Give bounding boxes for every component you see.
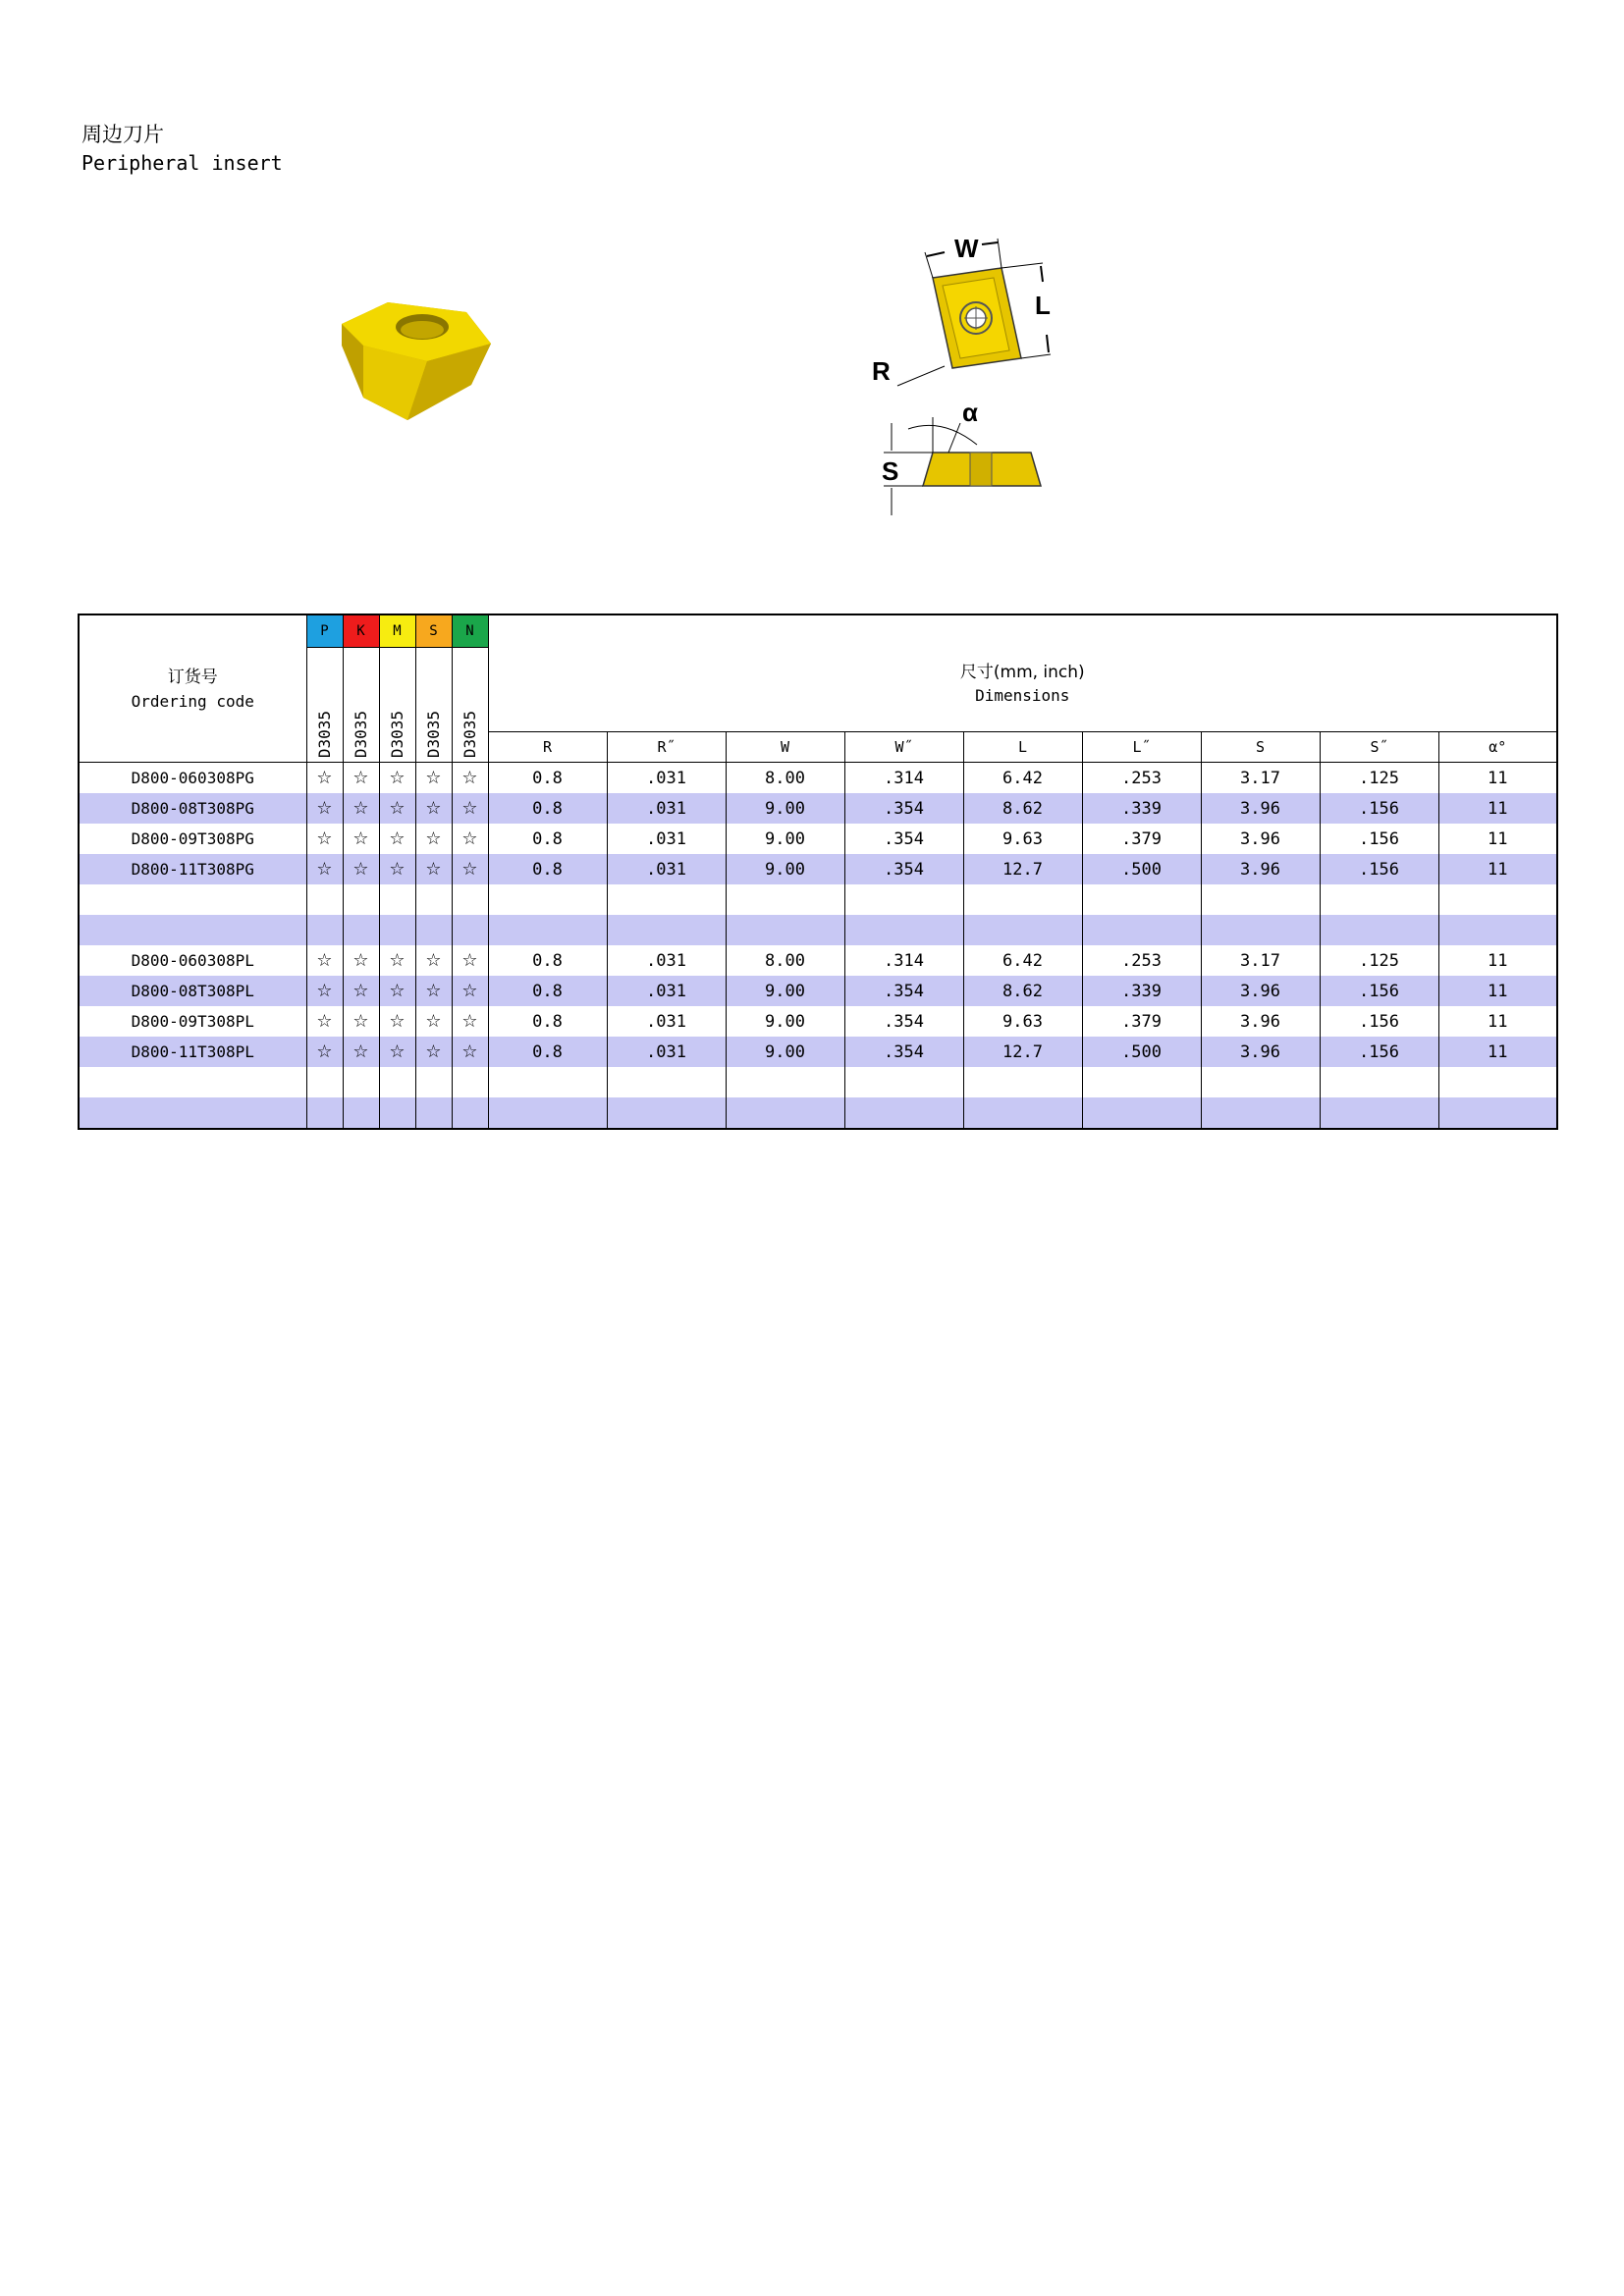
- dimension-cell: [1320, 1067, 1438, 1097]
- dimension-cell: .156: [1320, 824, 1438, 854]
- ordering-code-cell: D800-09T308PL: [79, 1006, 306, 1037]
- column-header-alpha: α°: [1438, 732, 1557, 763]
- dimensions-header: [488, 614, 1557, 732]
- availability-star-icon: ☆: [343, 793, 379, 824]
- dimension-cell: .031: [607, 945, 726, 976]
- dimension-cell: 0.8: [488, 824, 607, 854]
- dimension-cell: [963, 884, 1082, 915]
- availability-star-icon: [452, 1067, 488, 1097]
- iso-group-s: S: [415, 614, 452, 648]
- availability-star-icon: [379, 1097, 415, 1129]
- availability-star-icon: ☆: [415, 945, 452, 976]
- dimension-cell: [488, 915, 607, 945]
- dimension-cell: [963, 915, 1082, 945]
- dimension-cell: 11: [1438, 824, 1557, 854]
- column-header-l: L: [963, 732, 1082, 763]
- dimension-cell: 8.00: [726, 945, 844, 976]
- dimension-cell: 6.42: [963, 763, 1082, 794]
- availability-star-icon: ☆: [379, 824, 415, 854]
- dimension-cell: 6.42: [963, 945, 1082, 976]
- dimension-cell: [607, 915, 726, 945]
- dimension-cell: 3.17: [1201, 763, 1320, 794]
- dimension-cell: .253: [1082, 945, 1201, 976]
- availability-star-icon: ☆: [306, 824, 343, 854]
- ordering-code-cell: D800-08T308PL: [79, 976, 306, 1006]
- availability-star-icon: ☆: [452, 1037, 488, 1067]
- column-header-w: W: [726, 732, 844, 763]
- availability-star-icon: ☆: [306, 854, 343, 884]
- availability-star-icon: ☆: [306, 793, 343, 824]
- dimension-cell: .125: [1320, 763, 1438, 794]
- dimension-cell: .500: [1082, 1037, 1201, 1067]
- ordering-code-cell: [79, 915, 306, 945]
- dimension-cell: .031: [607, 1006, 726, 1037]
- dimension-cell: 9.63: [963, 824, 1082, 854]
- table-row: [79, 1037, 1557, 1067]
- dimension-cell: 11: [1438, 763, 1557, 794]
- s-label: S: [882, 456, 899, 486]
- dimension-cell: [963, 1067, 1082, 1097]
- ordering-code-cell: D800-09T308PG: [79, 824, 306, 854]
- insert-specification-table: [78, 614, 1558, 1130]
- availability-star-icon: ☆: [415, 763, 452, 794]
- dimension-cell: [1082, 1097, 1201, 1129]
- ordering-code-header: [79, 614, 306, 763]
- availability-star-icon: ☆: [379, 1037, 415, 1067]
- dimension-cell: [1082, 915, 1201, 945]
- availability-star-icon: [343, 1067, 379, 1097]
- availability-star-icon: [379, 884, 415, 915]
- availability-star-icon: ☆: [343, 824, 379, 854]
- dimension-cell: [488, 1097, 607, 1129]
- dimension-cell: .031: [607, 763, 726, 794]
- dimension-cell: [1438, 884, 1557, 915]
- table-body: [79, 763, 1557, 1130]
- column-header-r: R: [488, 732, 607, 763]
- dimension-cell: .354: [844, 793, 963, 824]
- availability-star-icon: [415, 1097, 452, 1129]
- availability-star-icon: [452, 915, 488, 945]
- dimension-cell: [1082, 884, 1201, 915]
- dimension-cell: .354: [844, 1006, 963, 1037]
- availability-star-icon: [306, 915, 343, 945]
- availability-star-icon: [306, 1067, 343, 1097]
- dimension-cell: [1201, 1097, 1320, 1129]
- availability-star-icon: [306, 884, 343, 915]
- availability-star-icon: ☆: [415, 824, 452, 854]
- ordering-code-cell: D800-060308PL: [79, 945, 306, 976]
- grade-label: D3035: [343, 648, 379, 763]
- column-header-s: S: [1201, 732, 1320, 763]
- table-row: [79, 976, 1557, 1006]
- dimension-cell: 9.63: [963, 1006, 1082, 1037]
- dimension-cell: [607, 1097, 726, 1129]
- ordering-code-cell: D800-11T308PG: [79, 854, 306, 884]
- dimension-cell: [844, 915, 963, 945]
- table-row: [79, 824, 1557, 854]
- dimension-cell: [488, 1067, 607, 1097]
- dimension-cell: 0.8: [488, 1006, 607, 1037]
- availability-star-icon: ☆: [415, 976, 452, 1006]
- dimension-cell: 0.8: [488, 1037, 607, 1067]
- dimension-cell: 0.8: [488, 763, 607, 794]
- dimension-cell: .031: [607, 793, 726, 824]
- availability-star-icon: ☆: [306, 1006, 343, 1037]
- dimension-cell: .339: [1082, 976, 1201, 1006]
- dimension-cell: [1201, 915, 1320, 945]
- dimension-cell: .379: [1082, 1006, 1201, 1037]
- dimension-cell: 0.8: [488, 945, 607, 976]
- ordering-code-cell: D800-08T308PG: [79, 793, 306, 824]
- ordering-code-cell: [79, 1097, 306, 1129]
- title-chinese: 周边刀片: [81, 123, 164, 146]
- availability-star-icon: ☆: [415, 793, 452, 824]
- iso-group-n: N: [452, 614, 488, 648]
- dimension-cell: .125: [1320, 945, 1438, 976]
- dimension-cell: .156: [1320, 1006, 1438, 1037]
- dimension-cell: 3.96: [1201, 1006, 1320, 1037]
- grade-label: D3035: [415, 648, 452, 763]
- ordering-code-cell: D800-060308PG: [79, 763, 306, 794]
- dimension-cell: [1320, 1097, 1438, 1129]
- dimension-cell: .031: [607, 854, 726, 884]
- dimension-cell: [1320, 915, 1438, 945]
- dimension-cell: 11: [1438, 793, 1557, 824]
- availability-star-icon: ☆: [343, 1037, 379, 1067]
- table-row: [79, 884, 1557, 915]
- dimension-cell: 3.96: [1201, 854, 1320, 884]
- dimension-cell: .314: [844, 763, 963, 794]
- availability-star-icon: ☆: [343, 854, 379, 884]
- dimension-cell: 3.96: [1201, 976, 1320, 1006]
- table-row: [79, 763, 1557, 794]
- ordering-code-header-zh: 订货号: [167, 667, 218, 687]
- availability-star-icon: ☆: [379, 945, 415, 976]
- table-row: [79, 1067, 1557, 1097]
- availability-star-icon: ☆: [379, 854, 415, 884]
- dimension-cell: 9.00: [726, 793, 844, 824]
- dimension-cell: 0.8: [488, 976, 607, 1006]
- availability-star-icon: ☆: [343, 976, 379, 1006]
- dimension-diagram: [864, 221, 1080, 545]
- availability-star-icon: ☆: [343, 1006, 379, 1037]
- column-header-l-inch: L˝: [1082, 732, 1201, 763]
- dimension-cell: 8.62: [963, 976, 1082, 1006]
- availability-star-icon: ☆: [379, 976, 415, 1006]
- dimension-cell: 12.7: [963, 1037, 1082, 1067]
- table-row: [79, 1006, 1557, 1037]
- availability-star-icon: ☆: [306, 763, 343, 794]
- availability-star-icon: [379, 1067, 415, 1097]
- dimension-cell: .354: [844, 854, 963, 884]
- dimension-cell: 11: [1438, 1037, 1557, 1067]
- dimension-cell: [607, 1067, 726, 1097]
- availability-star-icon: ☆: [306, 1037, 343, 1067]
- dimension-cell: .339: [1082, 793, 1201, 824]
- column-header-r-inch: R˝: [607, 732, 726, 763]
- side-view: [882, 398, 1041, 515]
- availability-star-icon: ☆: [343, 945, 379, 976]
- availability-star-icon: ☆: [306, 976, 343, 1006]
- dimension-cell: [963, 1097, 1082, 1129]
- ordering-code-header-en: Ordering code: [131, 691, 254, 711]
- iso-group-k: K: [343, 614, 379, 648]
- availability-star-icon: [452, 884, 488, 915]
- dimension-cell: 9.00: [726, 976, 844, 1006]
- dimension-cell: [844, 884, 963, 915]
- availability-star-icon: ☆: [306, 945, 343, 976]
- dimension-cell: 11: [1438, 854, 1557, 884]
- availability-star-icon: ☆: [379, 1006, 415, 1037]
- dimension-cell: 9.00: [726, 824, 844, 854]
- dimension-cell: .354: [844, 1037, 963, 1067]
- dimension-cell: [844, 1067, 963, 1097]
- ordering-code-cell: [79, 884, 306, 915]
- dimension-cell: [844, 1097, 963, 1129]
- dimension-cell: .156: [1320, 1037, 1438, 1067]
- dimension-cell: 11: [1438, 976, 1557, 1006]
- availability-star-icon: ☆: [379, 793, 415, 824]
- dimension-cell: [726, 1067, 844, 1097]
- availability-star-icon: [452, 1097, 488, 1129]
- dimension-cell: [1438, 1067, 1557, 1097]
- dimension-cell: .156: [1320, 976, 1438, 1006]
- dimension-cell: [1082, 1067, 1201, 1097]
- table-row: [79, 915, 1557, 945]
- dimension-cell: .031: [607, 976, 726, 1006]
- availability-star-icon: [306, 1097, 343, 1129]
- availability-star-icon: [415, 884, 452, 915]
- grade-label: D3035: [379, 648, 415, 763]
- dimension-cell: .354: [844, 824, 963, 854]
- dimension-cell: .379: [1082, 824, 1201, 854]
- availability-star-icon: [415, 915, 452, 945]
- column-header-w-inch: W˝: [844, 732, 963, 763]
- availability-star-icon: ☆: [452, 824, 488, 854]
- page-heading: [81, 120, 283, 177]
- availability-star-icon: ☆: [415, 1006, 452, 1037]
- dimension-cell: .354: [844, 976, 963, 1006]
- column-header-s-inch: S˝: [1320, 732, 1438, 763]
- ordering-code-cell: [79, 1067, 306, 1097]
- dimension-cell: .156: [1320, 854, 1438, 884]
- dimension-cell: 9.00: [726, 1006, 844, 1037]
- dimension-cell: [726, 1097, 844, 1129]
- dimension-cell: 3.96: [1201, 824, 1320, 854]
- dimension-cell: .031: [607, 1037, 726, 1067]
- dimension-cell: [1438, 1097, 1557, 1129]
- alpha-label: α: [962, 398, 978, 427]
- dimension-cell: .253: [1082, 763, 1201, 794]
- l-label: L: [1035, 291, 1051, 320]
- r-label: R: [872, 356, 891, 386]
- dimension-cell: 8.00: [726, 763, 844, 794]
- availability-star-icon: [415, 1067, 452, 1097]
- dimension-cell: [1320, 884, 1438, 915]
- dimension-cell: 0.8: [488, 854, 607, 884]
- dimension-cell: [726, 915, 844, 945]
- title-english: Peripheral insert: [81, 151, 283, 175]
- top-view: [872, 234, 1051, 386]
- dimensions-header-en: Dimensions: [975, 686, 1070, 705]
- availability-star-icon: [343, 915, 379, 945]
- availability-star-icon: ☆: [452, 945, 488, 976]
- dimension-cell: 3.96: [1201, 793, 1320, 824]
- insert-3d-image: [324, 285, 520, 442]
- iso-group-p: P: [306, 614, 343, 648]
- availability-star-icon: ☆: [452, 763, 488, 794]
- dimension-cell: .031: [607, 824, 726, 854]
- availability-star-icon: [379, 915, 415, 945]
- availability-star-icon: ☆: [452, 793, 488, 824]
- dimension-cell: 3.17: [1201, 945, 1320, 976]
- dimension-cell: 8.62: [963, 793, 1082, 824]
- dimension-cell: 3.96: [1201, 1037, 1320, 1067]
- dimension-cell: 11: [1438, 1006, 1557, 1037]
- dimension-cell: .156: [1320, 793, 1438, 824]
- dimension-cell: 0.8: [488, 793, 607, 824]
- dimension-cell: 11: [1438, 945, 1557, 976]
- dimension-cell: 9.00: [726, 854, 844, 884]
- dimension-cell: [1201, 1067, 1320, 1097]
- grade-label: D3035: [452, 648, 488, 763]
- availability-star-icon: ☆: [379, 763, 415, 794]
- availability-star-icon: ☆: [452, 976, 488, 1006]
- dimension-cell: [488, 884, 607, 915]
- availability-star-icon: ☆: [415, 1037, 452, 1067]
- ordering-code-cell: D800-11T308PL: [79, 1037, 306, 1067]
- grade-label: D3035: [306, 648, 343, 763]
- w-label: W: [954, 234, 979, 263]
- dimension-cell: [1438, 915, 1557, 945]
- dimension-cell: 9.00: [726, 1037, 844, 1067]
- table-row: [79, 1097, 1557, 1129]
- dimension-cell: .314: [844, 945, 963, 976]
- dimension-cell: [726, 884, 844, 915]
- availability-star-icon: [343, 884, 379, 915]
- availability-star-icon: ☆: [343, 763, 379, 794]
- table-row: [79, 793, 1557, 824]
- dimension-cell: [607, 884, 726, 915]
- dimensions-header-zh: 尺寸(mm, inch): [959, 663, 1085, 682]
- iso-group-m: M: [379, 614, 415, 648]
- availability-star-icon: [343, 1097, 379, 1129]
- dimension-cell: 12.7: [963, 854, 1082, 884]
- availability-star-icon: ☆: [452, 854, 488, 884]
- dimension-cell: .500: [1082, 854, 1201, 884]
- availability-star-icon: ☆: [415, 854, 452, 884]
- table-row: [79, 854, 1557, 884]
- table-row: [79, 945, 1557, 976]
- availability-star-icon: ☆: [452, 1006, 488, 1037]
- dimension-cell: [1201, 884, 1320, 915]
